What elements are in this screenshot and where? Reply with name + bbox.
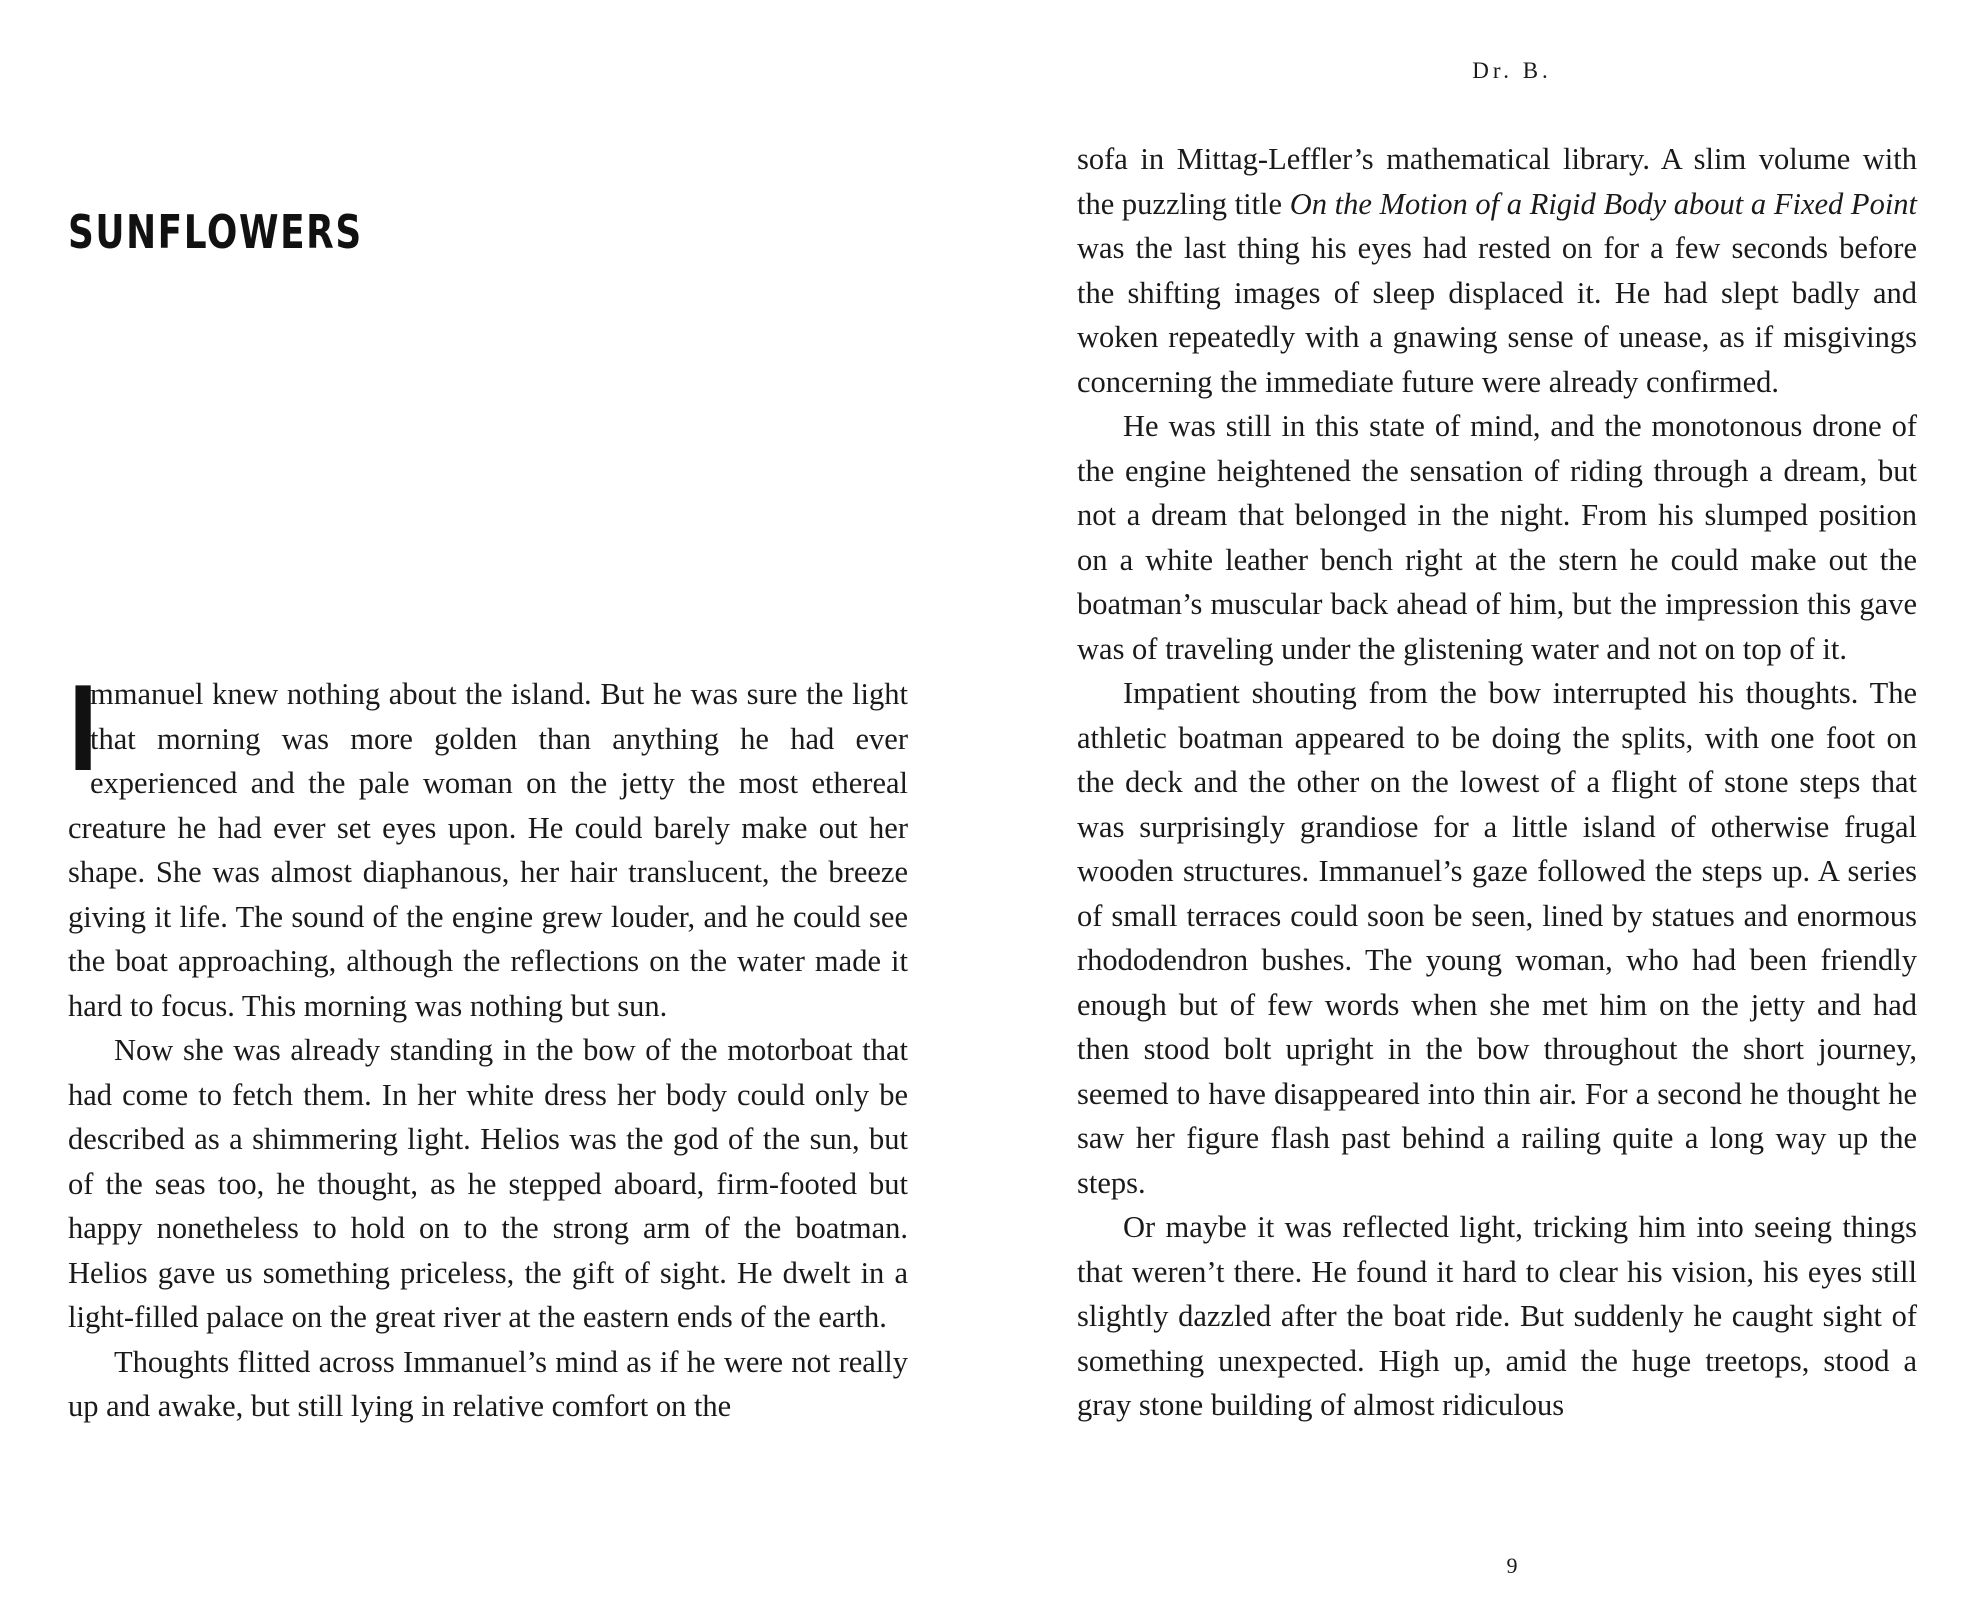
drop-cap: I <box>68 663 99 798</box>
left-page-body <box>68 663 908 1429</box>
right-page-body <box>1077 137 1917 1428</box>
left-page <box>0 0 960 1624</box>
paragraph-text: sofa in Mittag-Leffler’s mathematical library. A slim volume with the puzzling title <box>1077 142 1917 221</box>
paragraph-text: mmanuel knew nothing about the island. But he was sure the light that morning was more golden than anything he had ever experienced and the pale woman on the jetty the most ethereal creature he had ever set eyes upon. He could barely make out her shape. She was almost diaphanous, her hair translucent, the breeze giving it life. The sound of the engine grew louder, and he could see the boat approaching, although the reflections on the water made it hard to focus. This morning was nothing but sun. <box>68 677 908 1023</box>
paragraph: He was still in this state of mind, and the monotonous drone of the engine heightened the sensation of riding through a dream, but not a dream that belonged in the night. From his slumped position on a white leather bench right at the stern he could make out the boatman’s muscular back ahead of him, but the impression this gave was of traveling under the glistening water and not on top of it. <box>1077 409 1917 666</box>
paragraph <box>68 663 908 1028</box>
paragraph-text: was the last thing his eyes had rested on for a few seconds before the shifting images of sleep displaced it. He had slept badly and woken repeatedly with a gnawing sense of unease, as if misgivings concerning the immediate future were already confirmed. <box>1077 231 1917 399</box>
paragraph: Impatient shouting from the bow interrupted his thoughts. The athletic boatman appeared to be doing the splits, with one foot on the deck and the other on the lowest of a flight of stone steps that was surprisingly grandiose for a little island of otherwise frugal wooden structures. Immanuel’s gaze followed the steps up. A series of small terraces could soon be seen, lined by statues and enormous rhododendron bushes. The young woman, who had been friendly enough but of few words when she met him on the jetty and had then stood bolt upright in the bow throughout the short journey, seemed to have disappeared into thin air. For a second he thought he saw her figure flash past behind a railing quite a long way up the steps. <box>1077 676 1917 1200</box>
paragraph <box>1077 137 1917 404</box>
book-title: On the Motion of a Rigid Body about a Fixed Point <box>1289 186 1918 221</box>
paragraph: Thoughts flitted across Immanuel’s mind as if he were not really up and awake, but still lying in relative comfort on the <box>68 1344 908 1423</box>
right-page <box>1040 0 1984 1624</box>
running-head: Dr. B. <box>1472 58 1552 83</box>
paragraph: Now she was already standing in the bow of the motorboat that had come to fetch them. In her white dress her body could only be described as a shimmering light. Helios was the god of the sun, but of the seas too, he thought, as he stepped aboard, firm-footed but happy nonetheless to hold on to the strong arm of the boatman. Helios gave us something priceless, the gift of sight. He dwelt in a light-filled palace on the great river at the eastern ends of the earth. <box>68 1033 908 1334</box>
paragraph: Or maybe it was reflected light, tricking him into seeing things that weren’t there. He found it hard to clear his vision, his eyes still slightly dazzled after the boat ride. But suddenly he caught sight of something unexpected. High up, amid the huge treetops, stood a gray stone building of almost ridiculous <box>1077 1210 1917 1422</box>
chapter-title: SUNFLOWERS <box>68 205 363 259</box>
page-number: 9 <box>1506 1553 1518 1578</box>
